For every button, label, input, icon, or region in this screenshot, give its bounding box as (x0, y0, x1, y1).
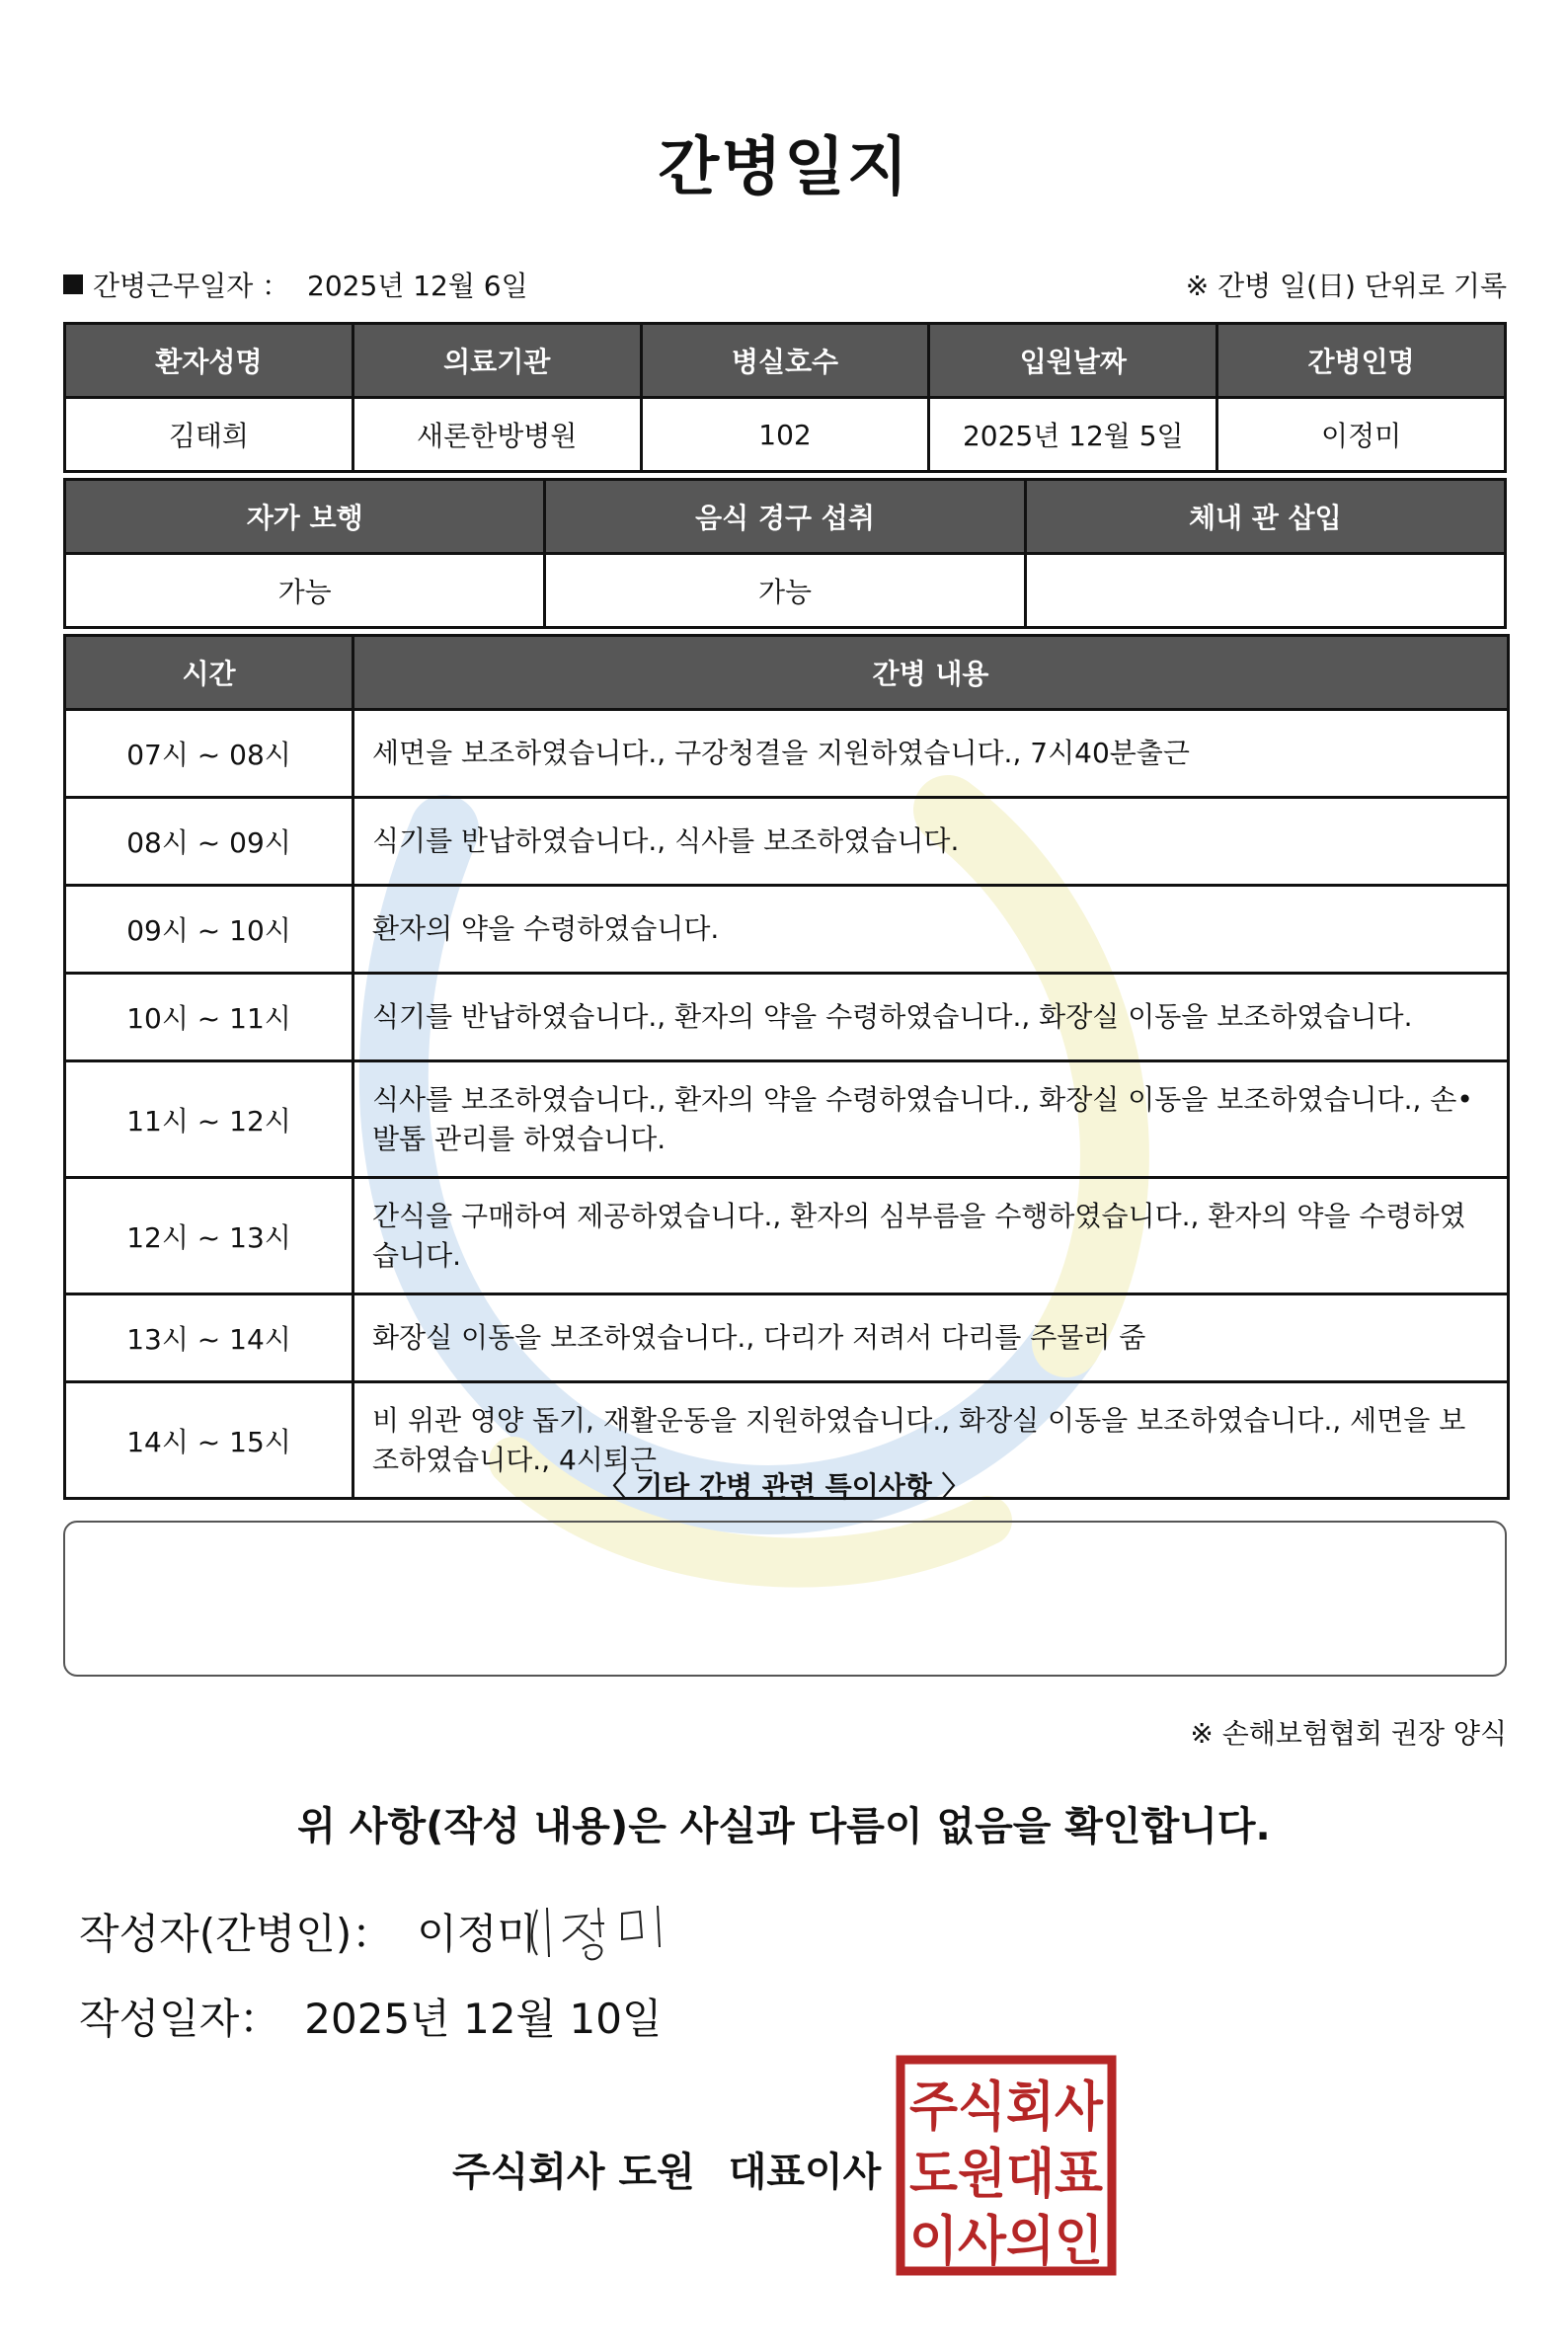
patient-status-table (63, 478, 1507, 629)
writer-label: 작성자(간병인)： (79, 1910, 394, 1958)
care-content-cell: 화장실 이동을 보조하였습니다., 다리가 저려서 다리를 주물러 줌 (353, 1294, 1509, 1382)
header-self-walking: 자가 보행 (65, 480, 545, 554)
care-log-table (63, 634, 1510, 1500)
time-cell: 09시 ~ 10시 (65, 886, 353, 974)
time-cell: 12시 ~ 13시 (65, 1178, 353, 1294)
care-content-cell: 식기를 반납하였습니다., 환자의 약을 수령하였습니다., 화장실 이동을 보조하였습니다. (353, 974, 1509, 1061)
writer-row (79, 1902, 537, 1961)
work-date-value: 2025년 12월 6일 (307, 270, 528, 302)
page-title: 간병일지 (658, 131, 910, 204)
header-room-number: 병실호수 (641, 324, 929, 398)
header-caregiver-name: 간병인명 (1217, 324, 1506, 398)
table-row (65, 1294, 1509, 1382)
header-admission-date: 입원날짜 (929, 324, 1217, 398)
header-oral-intake: 음식 경구 섭취 (545, 480, 1025, 554)
time-cell: 14시 ~ 15시 (65, 1382, 353, 1499)
special-notes-box (63, 1521, 1507, 1677)
care-content-cell: 식기를 반납하였습니다., 식사를 보조하였습니다. (353, 798, 1509, 886)
header-hospital: 의료기관 (353, 324, 641, 398)
time-cell: 07시 ~ 08시 (65, 710, 353, 798)
caregiver-name: 이정미 (1217, 398, 1506, 472)
tube-insertion-value (1025, 554, 1505, 628)
company-seal-stamp (895, 2054, 1118, 2277)
care-content-cell: 간식을 구매하여 제공하였습니다., 환자의 심부름을 수행하였습니다., 환자의 약을 수령하였습니다. (353, 1178, 1509, 1294)
handwritten-signature (523, 1888, 681, 1967)
care-content-cell: 환자의 약을 수령하였습니다. (353, 886, 1509, 974)
daily-record-note: ※ 간병 일(日) 단위로 기록 (1185, 270, 1507, 302)
table-row (65, 710, 1509, 798)
time-cell: 13시 ~ 14시 (65, 1294, 353, 1382)
write-date-row (79, 1987, 663, 2046)
time-cell: 11시 ~ 12시 (65, 1061, 353, 1178)
special-notes-title: 〈 기타 간병 관련 특이사항 〉 (598, 1470, 970, 1503)
company-row (452, 2141, 881, 2197)
write-date-value: 2025년 12월 10일 (304, 1995, 663, 2043)
table-row (65, 886, 1509, 974)
work-date-label: 간병근무일자 ： (93, 270, 290, 302)
company-role: 대표이사 (728, 2150, 882, 2195)
patient-name: 김태희 (65, 398, 353, 472)
table-row (65, 1061, 1509, 1178)
time-cell: 08시 ~ 09시 (65, 798, 353, 886)
svg-text:주식회사: 주식회사 (909, 2076, 1104, 2138)
hospital-name: 새론한방병원 (353, 398, 641, 472)
table-row (65, 1178, 1509, 1294)
self-walking-value: 가능 (65, 554, 545, 628)
room-number: 102 (641, 398, 929, 472)
work-date-row (63, 265, 528, 304)
admission-date: 2025년 12월 5일 (929, 398, 1217, 472)
company-name: 주식회사 도원 (452, 2150, 695, 2195)
care-content-cell: 세면을 보조하였습니다., 구강청결을 지원하였습니다., 7시40분출근 (353, 710, 1509, 798)
recommended-form-note: ※ 손해보험협회 권장 양식 (1190, 1717, 1507, 1750)
oral-intake-value: 가능 (545, 554, 1025, 628)
table-row (65, 798, 1509, 886)
table-row (65, 974, 1509, 1061)
header-tube-insertion: 체내 관 삽입 (1025, 480, 1505, 554)
svg-text:이사의인: 이사의인 (909, 2210, 1103, 2272)
header-patient-name: 환자성명 (65, 324, 353, 398)
care-content-cell: 식사를 보조하였습니다., 환자의 약을 수령하였습니다., 화장실 이동을 보조하였습니다., 손•발톱 관리를 하였습니다. (353, 1061, 1509, 1178)
svg-text:도원대표: 도원대표 (909, 2143, 1103, 2205)
confirmation-statement: 위 사항(작성 내용)은 사실과 다름이 없음을 확인합니다. (297, 1804, 1271, 1849)
writer-name: 이정미 (417, 1910, 537, 1958)
patient-info-table (63, 322, 1507, 473)
time-cell: 10시 ~ 11시 (65, 974, 353, 1061)
square-bullet-icon (63, 274, 83, 294)
write-date-label: 작성일자： (79, 1995, 281, 2043)
header-care-content: 간병 내용 (353, 636, 1509, 710)
header-time: 시간 (65, 636, 353, 710)
care-content-cell: 비 위관 영양 돕기, 재활운동을 지원하였습니다., 화장실 이동을 보조하였습니다., 세면을 보조하였습니다., 4시퇴근 (353, 1382, 1509, 1499)
